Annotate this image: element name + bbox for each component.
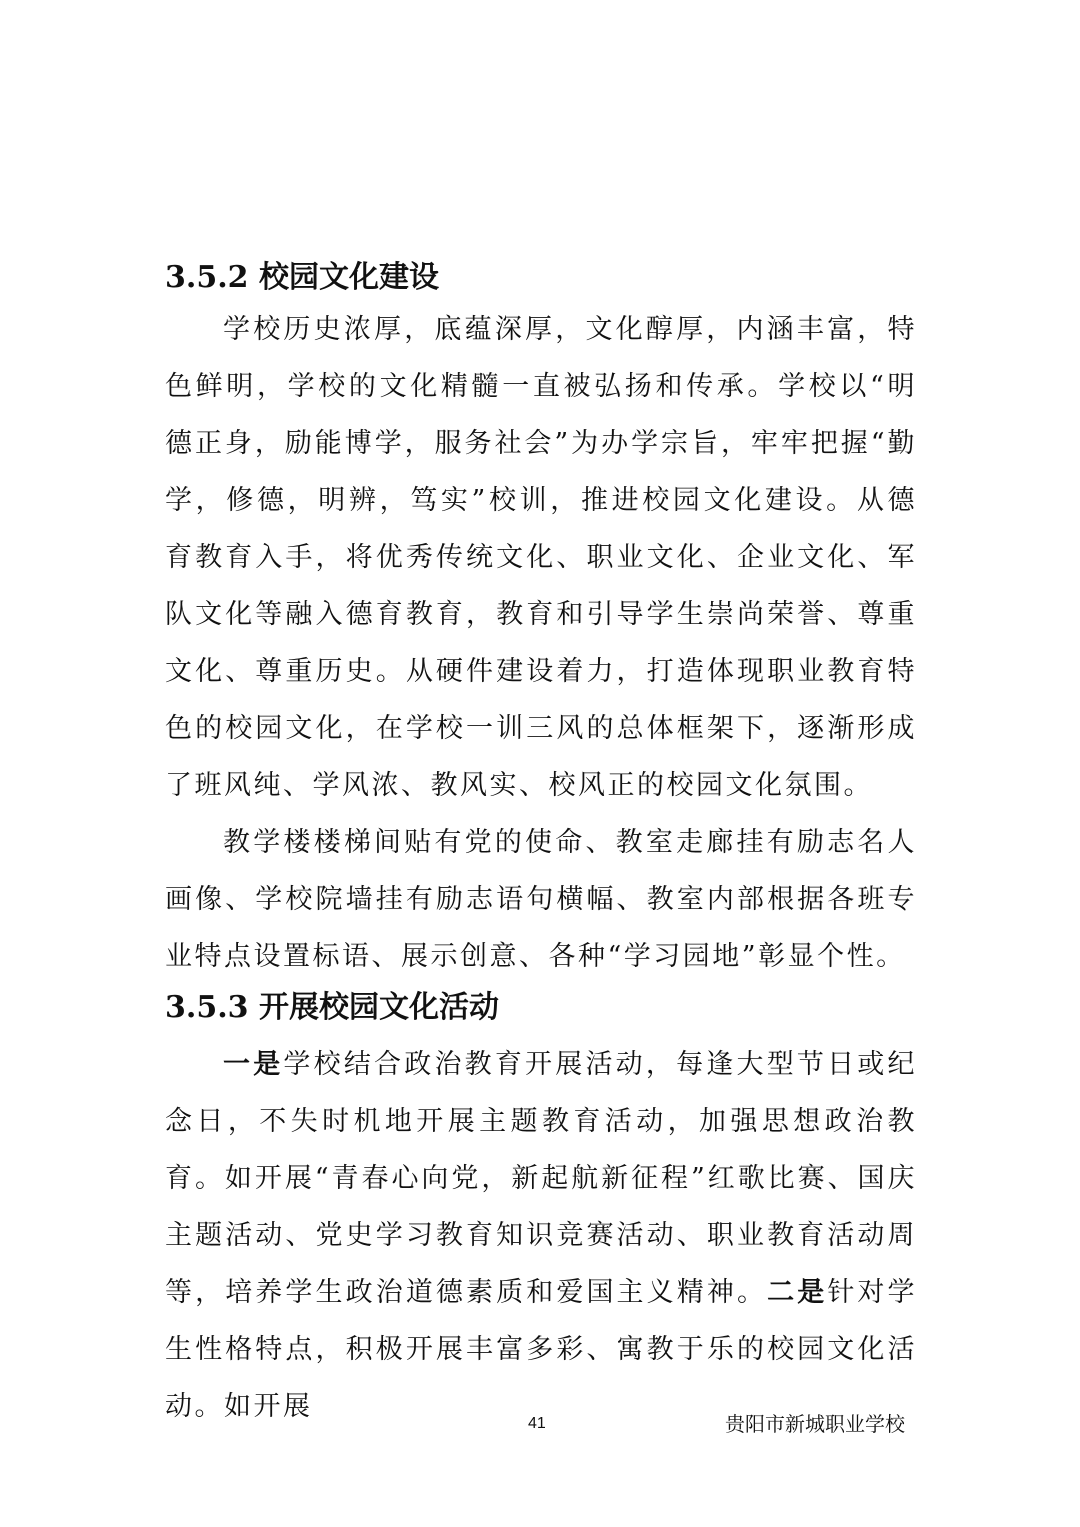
paragraph-campus-culture: 学校历史浓厚，底蕴深厚，文化醇厚，内涵丰富，特色鲜明，学校的文化精髓一直被弘扬和传承。学校以“明德正身，励能博学，服务社会”为办学宗旨，牢牢把握“勤学，修德，明辨，笃实”校训，推进校园文化建设。从德育教育入手，将优秀传统文化、职业文化、企业文化、军队文化等融入德育教育，教育和引导学生崇尚荣誉、尊重文化、尊重历史。从硬件建设着力，打造体现职业教育特色的校园文化，在学校一训三风的总体框架下，逐渐形成了班风纯、学风浓、教风实、校风正的校园文化氛围。 [165,314,917,801]
page-number: 41 [528,1415,546,1432]
section-heading-3-5-3: 3.5.3 开展校园文化活动 [165,990,499,1025]
lead-first: 一是 [223,1049,284,1080]
footer-school-name: 贵阳市新城职业学校 [725,1412,905,1436]
paragraph-activities [165,1036,917,1435]
lead-second: 二是 [767,1277,828,1308]
activities-text-2: 针对学生性格特点，积极开展丰富多彩、寓教于乐的校园文化活动。如开展 [165,1277,918,1422]
paragraph-posters-slogans: 教学楼楼梯间贴有党的使命、教室走廊挂有励志名人画像、学校院墙挂有励志语句横幅、教室内部根据各班专业特点设置标语、展示创意、各种“学习园地”彰显个性。 [165,827,917,972]
section-heading-3-5-2: 3.5.2 校园文化建设 [165,260,439,295]
activities-text-1: 学校结合政治教育开展活动，每逢大型节日或纪念日，不失时机地开展主题教育活动，加强思想政治教育。如开展“青春心向党，新起航新征程”红歌比赛、国庆主题活动、党史学习教育知识竞赛活动、职业教育活动周等，培养学生政治道德素质和爱国主义精神。 [165,1049,918,1308]
